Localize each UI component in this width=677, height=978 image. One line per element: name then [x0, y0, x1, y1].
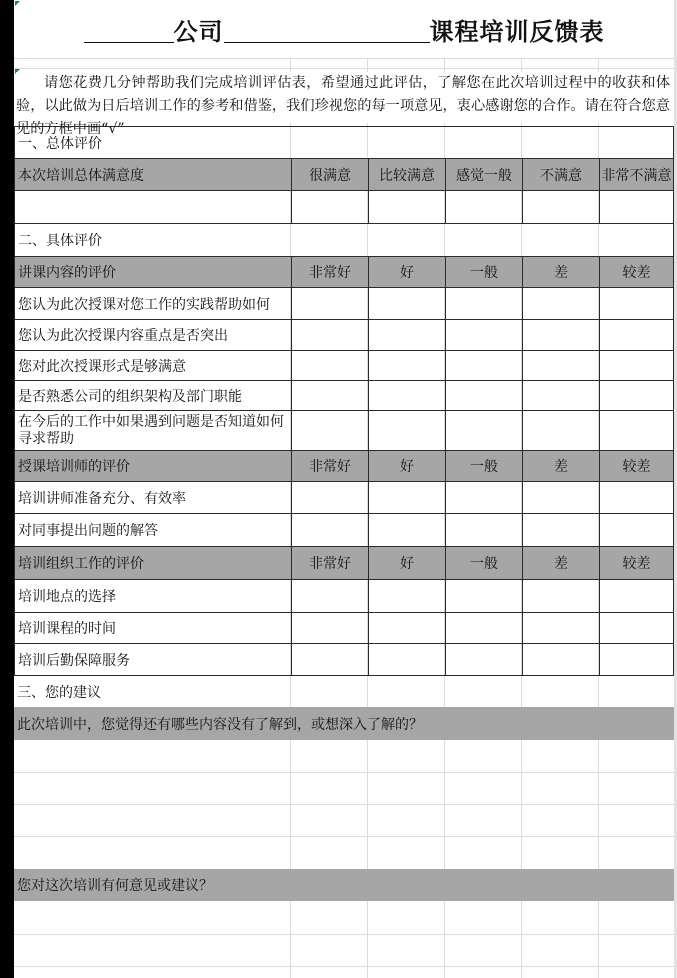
rating-poor: 差 [522, 546, 599, 579]
rating-excellent: 非常好 [291, 546, 368, 579]
left-edge-bar [0, 0, 14, 978]
question-label: 您认为此次授课内容重点是否突出 [14, 319, 291, 350]
option-neutral: 感觉一般 [445, 158, 522, 190]
suggestion-question-1-row [14, 707, 674, 740]
checkbox-cell[interactable] [522, 481, 599, 513]
suggestion-answer-1[interactable] [14, 740, 674, 868]
question-label: 在今后的工作中如果遇到问题是否知道如何寻求帮助 [14, 410, 291, 450]
rating-excellent: 非常好 [291, 450, 368, 481]
rating-good: 好 [368, 546, 445, 579]
question-label: 您认为此次授课对您工作的实践帮助如何 [14, 287, 291, 319]
checkbox-cell[interactable] [445, 513, 522, 546]
checkbox-cell[interactable] [291, 287, 368, 319]
checkbox-cell[interactable] [445, 410, 522, 450]
checkbox-cell[interactable] [368, 579, 445, 612]
checkbox-cell[interactable] [599, 350, 674, 380]
checkbox-cell[interactable] [599, 410, 674, 450]
checkbox-cell[interactable] [445, 287, 522, 319]
checkbox-cell[interactable] [368, 380, 445, 410]
section3-heading-row [14, 676, 674, 707]
checkbox-cell[interactable] [291, 410, 368, 450]
cell-comment-marker [15, 1, 20, 6]
rating-poor: 差 [522, 256, 599, 287]
question-label: 培训后勤保障服务 [14, 643, 291, 675]
checkbox-cell[interactable] [599, 287, 674, 319]
checkbox-cell[interactable] [368, 287, 445, 319]
option-fairly-satisfied: 比较满意 [368, 158, 445, 190]
rating-bad: 较差 [599, 546, 674, 579]
checkbox-cell[interactable] [291, 319, 368, 350]
section2-heading-row [14, 223, 674, 256]
checkbox-cell[interactable] [522, 410, 599, 450]
checkbox-cell[interactable] [522, 380, 599, 410]
section1-answer-row [14, 190, 674, 223]
question-row [14, 643, 674, 675]
question-row [14, 410, 674, 450]
checkbox-cell[interactable] [599, 481, 674, 513]
checkbox-cell[interactable] [522, 579, 599, 612]
group-content-label: 讲课内容的评价 [14, 256, 291, 287]
suggestion-question-2: 您对这次培训有何意见或建议？ [17, 878, 213, 894]
checkbox-cell[interactable] [599, 319, 674, 350]
intro-text: 请您花费几分钟帮助我们完成培训评估表，希望通过此评估，了解您在此次培训过程中的收获和体验，以此做为日后培训工作的参考和借鉴，我们珍视您的每一项意见，衷心感谢您的合作。请在符合您意见的方框中画“√” [16, 72, 670, 123]
checkbox-cell[interactable] [291, 190, 368, 223]
checkbox-cell[interactable] [599, 380, 674, 410]
question-row [14, 579, 674, 612]
rating-good: 好 [368, 256, 445, 287]
checkbox-cell[interactable] [445, 319, 522, 350]
question-row [14, 350, 674, 380]
checkbox-cell[interactable] [599, 190, 674, 223]
group-organization-header-row [14, 546, 674, 579]
checkbox-cell[interactable] [291, 612, 368, 643]
checkbox-cell[interactable] [291, 643, 368, 675]
course-blank [224, 16, 430, 43]
question-label: 培训讲师准备充分、有效率 [14, 481, 291, 513]
checkbox-cell[interactable] [291, 513, 368, 546]
checkbox-cell[interactable] [599, 612, 674, 643]
grid-line [14, 58, 674, 59]
checkbox-cell[interactable] [522, 350, 599, 380]
group-trainer-label: 授课培训师的评价 [14, 450, 291, 481]
rating-average: 一般 [445, 450, 522, 481]
question-row [14, 513, 674, 546]
checkbox-cell[interactable] [445, 579, 522, 612]
checkbox-cell[interactable] [368, 350, 445, 380]
checkbox-cell[interactable] [445, 380, 522, 410]
question-row [14, 287, 674, 319]
checkbox-cell[interactable] [291, 579, 368, 612]
rating-average: 一般 [445, 256, 522, 287]
checkbox-cell[interactable] [368, 513, 445, 546]
company-blank [84, 16, 174, 43]
label-cell [14, 190, 291, 223]
checkbox-cell[interactable] [599, 643, 674, 675]
rating-good: 好 [368, 450, 445, 481]
question-label: 培训地点的选择 [14, 579, 291, 612]
question-label: 培训课程的时间 [14, 612, 291, 643]
suggestion-question-2-row [14, 869, 674, 901]
rating-average: 一般 [445, 546, 522, 579]
section1-header-row [14, 158, 674, 190]
suggestion-question-1: 此次培训中，您觉得还有哪些内容没有了解到，或想深入了解的？ [17, 716, 423, 733]
rating-bad: 较差 [599, 256, 674, 287]
checkbox-cell[interactable] [368, 481, 445, 513]
checkbox-cell[interactable] [522, 513, 599, 546]
rating-bad: 较差 [599, 450, 674, 481]
option-very-satisfied: 很满意 [291, 158, 368, 190]
checkbox-cell[interactable] [368, 643, 445, 675]
question-row [14, 612, 674, 643]
group-organization-label: 培训组织工作的评价 [14, 546, 291, 579]
checkbox-cell[interactable] [599, 579, 674, 612]
checkbox-cell[interactable] [291, 350, 368, 380]
title-main: 课程培训反馈表 [429, 17, 605, 46]
question-label: 是否熟悉公司的组织架构及部门职能 [14, 380, 291, 410]
checkbox-cell[interactable] [368, 190, 445, 223]
checkbox-cell[interactable] [522, 287, 599, 319]
rating-excellent: 非常好 [291, 256, 368, 287]
rating-poor: 差 [522, 450, 599, 481]
overall-question: 本次培训总体满意度 [14, 158, 291, 190]
checkbox-cell[interactable] [445, 643, 522, 675]
checkbox-cell[interactable] [445, 612, 522, 643]
checkbox-cell[interactable] [445, 481, 522, 513]
section3-heading: 三、您的建议 [17, 684, 101, 701]
checkbox-cell[interactable] [522, 190, 599, 223]
section1-heading-row [14, 126, 674, 158]
section2-heading: 二、具体评价 [18, 233, 102, 249]
checkbox-cell[interactable] [522, 643, 599, 675]
question-row [14, 481, 674, 513]
group-content-header-row [14, 256, 674, 287]
group-trainer-header-row [14, 450, 674, 481]
checkbox-cell[interactable] [291, 481, 368, 513]
spreadsheet [14, 0, 674, 978]
checkbox-cell[interactable] [368, 319, 445, 350]
checkbox-cell[interactable] [522, 319, 599, 350]
suggestion-answer-2[interactable] [14, 901, 674, 978]
checkbox-cell[interactable] [368, 612, 445, 643]
checkbox-cell[interactable] [445, 190, 522, 223]
question-row [14, 319, 674, 350]
question-label: 对同事提出问题的解答 [14, 513, 291, 546]
title-company: 公司 [173, 17, 224, 46]
section1-heading: 一、总体评价 [18, 135, 102, 152]
checkbox-cell[interactable] [368, 410, 445, 450]
checkbox-cell[interactable] [522, 612, 599, 643]
grid-line [14, 68, 674, 69]
form-title [14, 0, 674, 58]
question-row [14, 380, 674, 410]
option-dissatisfied: 不满意 [522, 158, 599, 190]
checkbox-cell[interactable] [291, 380, 368, 410]
checkbox-cell[interactable] [445, 350, 522, 380]
checkbox-cell[interactable] [599, 513, 674, 546]
question-label: 您对此次授课形式是够满意 [14, 350, 291, 380]
option-very-dissatisfied: 非常不满意 [599, 158, 674, 190]
